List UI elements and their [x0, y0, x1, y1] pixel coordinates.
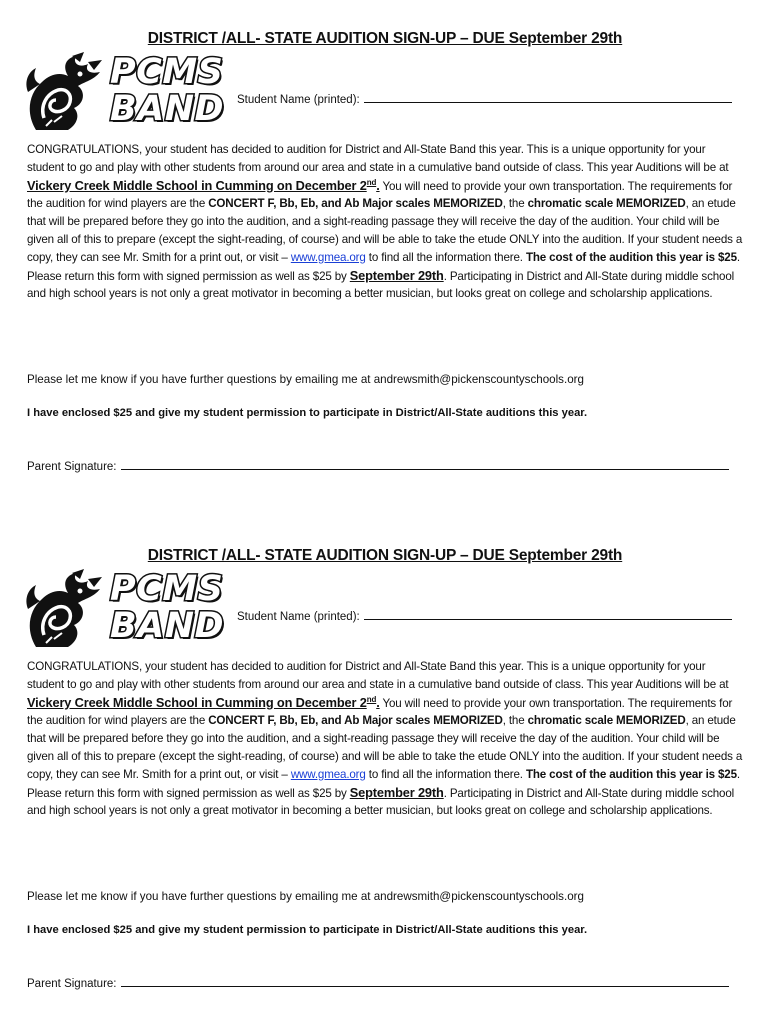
paragraph-text: to find all the information there. — [365, 767, 526, 781]
chromatic-requirement: chromatic scale MEMORIZED — [527, 197, 686, 211]
due-date: September 29th — [349, 267, 444, 283]
paragraph-text: . Participating in District and All-State during middle school and high school years is not only a great motivator in becoming a better musician, but looks great on college and scholarship applications. — [27, 269, 735, 301]
parent-signature-field[interactable] — [121, 459, 729, 470]
student-name-line — [237, 92, 732, 106]
paragraph-text: You will need to provide your own transportation. The requirements for the audition for wind players are the — [27, 696, 733, 728]
dragon-icon — [22, 569, 122, 651]
student-name-label: Student Name (printed): — [237, 611, 360, 623]
parent-signature-label: Parent Signature: — [27, 978, 117, 990]
paragraph-text: . Please return this form with signed permission as well as $25 by — [27, 250, 740, 283]
audition-venue: Vickery Creek Middle School in Cumming on December 2 — [27, 177, 367, 193]
paragraph-text: , an etude that will be prepared before they go into the audition, and a sight-reading passage they will receive the day of the audition. Your child will be given all of this to prepare (except the sight-reading, of course) and will be able to take the etude ONLY into the audition. If your student needs a copy, they can see Mr. Smith for a print out, or visit – — [27, 197, 743, 264]
venue-superscript: nd — [366, 177, 377, 187]
signup-form-1 — [0, 0, 770, 505]
paragraph-text: You will need to provide your own transportation. The requirements for the audition for wind players are the — [27, 179, 733, 211]
dragon-icon — [22, 52, 122, 134]
due-date: September 29th — [349, 784, 444, 800]
scales-requirement: CONCERT F, Bb, Eb, and Ab Major scales MEMORIZED — [208, 197, 503, 211]
form-title: DISTRICT /ALL- STATE AUDITION SIGN-UP – DUE September 29th — [147, 547, 623, 564]
logo-text-band: BAND — [110, 606, 225, 646]
body-paragraph — [27, 141, 745, 303]
paragraph-text: . Please return this form with signed permission as well as $25 by — [27, 767, 740, 800]
audition-venue: Vickery Creek Middle School in Cumming on December 2 — [27, 694, 367, 710]
paragraph-text: CONGRATULATIONS, your student has decided to audition for District and All-State Band this year. This is a unique opportunity for your student to go and play with other students from around our area and state in a cumulative band outside of class. This year Auditions will be at — [27, 660, 729, 691]
contact-line: Please let me know if you have further questions by emailing me at andrewsmith@pickenscountyschools.org — [27, 373, 584, 386]
consent-statement: I have enclosed $25 and give my student permission to participate in District/All-State auditions this year. — [27, 407, 588, 419]
pcms-band-logo — [22, 52, 227, 134]
gmea-link[interactable]: www.gmea.org — [290, 250, 366, 264]
body-paragraph — [27, 658, 745, 820]
parent-signature-field[interactable] — [121, 976, 729, 987]
form-title: DISTRICT /ALL- STATE AUDITION SIGN-UP – DUE September 29th — [147, 30, 623, 47]
paragraph-text: , the — [502, 714, 528, 728]
consent-statement: I have enclosed $25 and give my student permission to participate in District/All-State auditions this year. — [27, 924, 588, 936]
paragraph-text: , the — [502, 197, 528, 211]
logo-text-pcms: PCMS — [110, 569, 224, 609]
venue-period: . — [376, 177, 380, 193]
paragraph-text: CONGRATULATIONS, your student has decided to audition for District and All-State Band this year. This is a unique opportunity for your student to go and play with other students from around our area and state in a cumulative band outside of class. This year Auditions will be at — [27, 143, 729, 174]
paragraph-text: to find all the information there. — [365, 250, 526, 264]
paragraph-text: . Participating in District and All-State during middle school and high school years is not only a great motivator in becoming a better musician, but looks great on college and scholarship applications. — [27, 786, 735, 818]
logo-text-band: BAND — [110, 89, 225, 129]
audition-cost: The cost of the audition this year is $25 — [525, 250, 737, 264]
venue-period: . — [376, 694, 380, 710]
scales-requirement: CONCERT F, Bb, Eb, and Ab Major scales MEMORIZED — [208, 714, 503, 728]
student-name-field[interactable] — [364, 609, 732, 620]
contact-line: Please let me know if you have further questions by emailing me at andrewsmith@pickenscountyschools.org — [27, 890, 584, 903]
signup-form-2 — [0, 517, 770, 1022]
logo-text-pcms: PCMS — [110, 52, 224, 92]
pcms-band-logo — [22, 569, 227, 651]
parent-signature-line — [27, 459, 729, 473]
parent-signature-line — [27, 976, 729, 990]
parent-signature-label: Parent Signature: — [27, 461, 117, 473]
paragraph-text: , an etude that will be prepared before they go into the audition, and a sight-reading passage they will receive the day of the audition. Your child will be given all of this to prepare (except the sight-reading, of course) and will be able to take the etude ONLY into the audition. If your student needs a copy, they can see Mr. Smith for a print out, or visit – — [27, 714, 743, 781]
venue-superscript: nd — [366, 694, 377, 704]
audition-cost: The cost of the audition this year is $25 — [525, 767, 737, 781]
chromatic-requirement: chromatic scale MEMORIZED — [527, 714, 686, 728]
student-name-label: Student Name (printed): — [237, 94, 360, 106]
gmea-link[interactable]: www.gmea.org — [290, 767, 366, 781]
student-name-field[interactable] — [364, 92, 732, 103]
student-name-line — [237, 609, 732, 623]
